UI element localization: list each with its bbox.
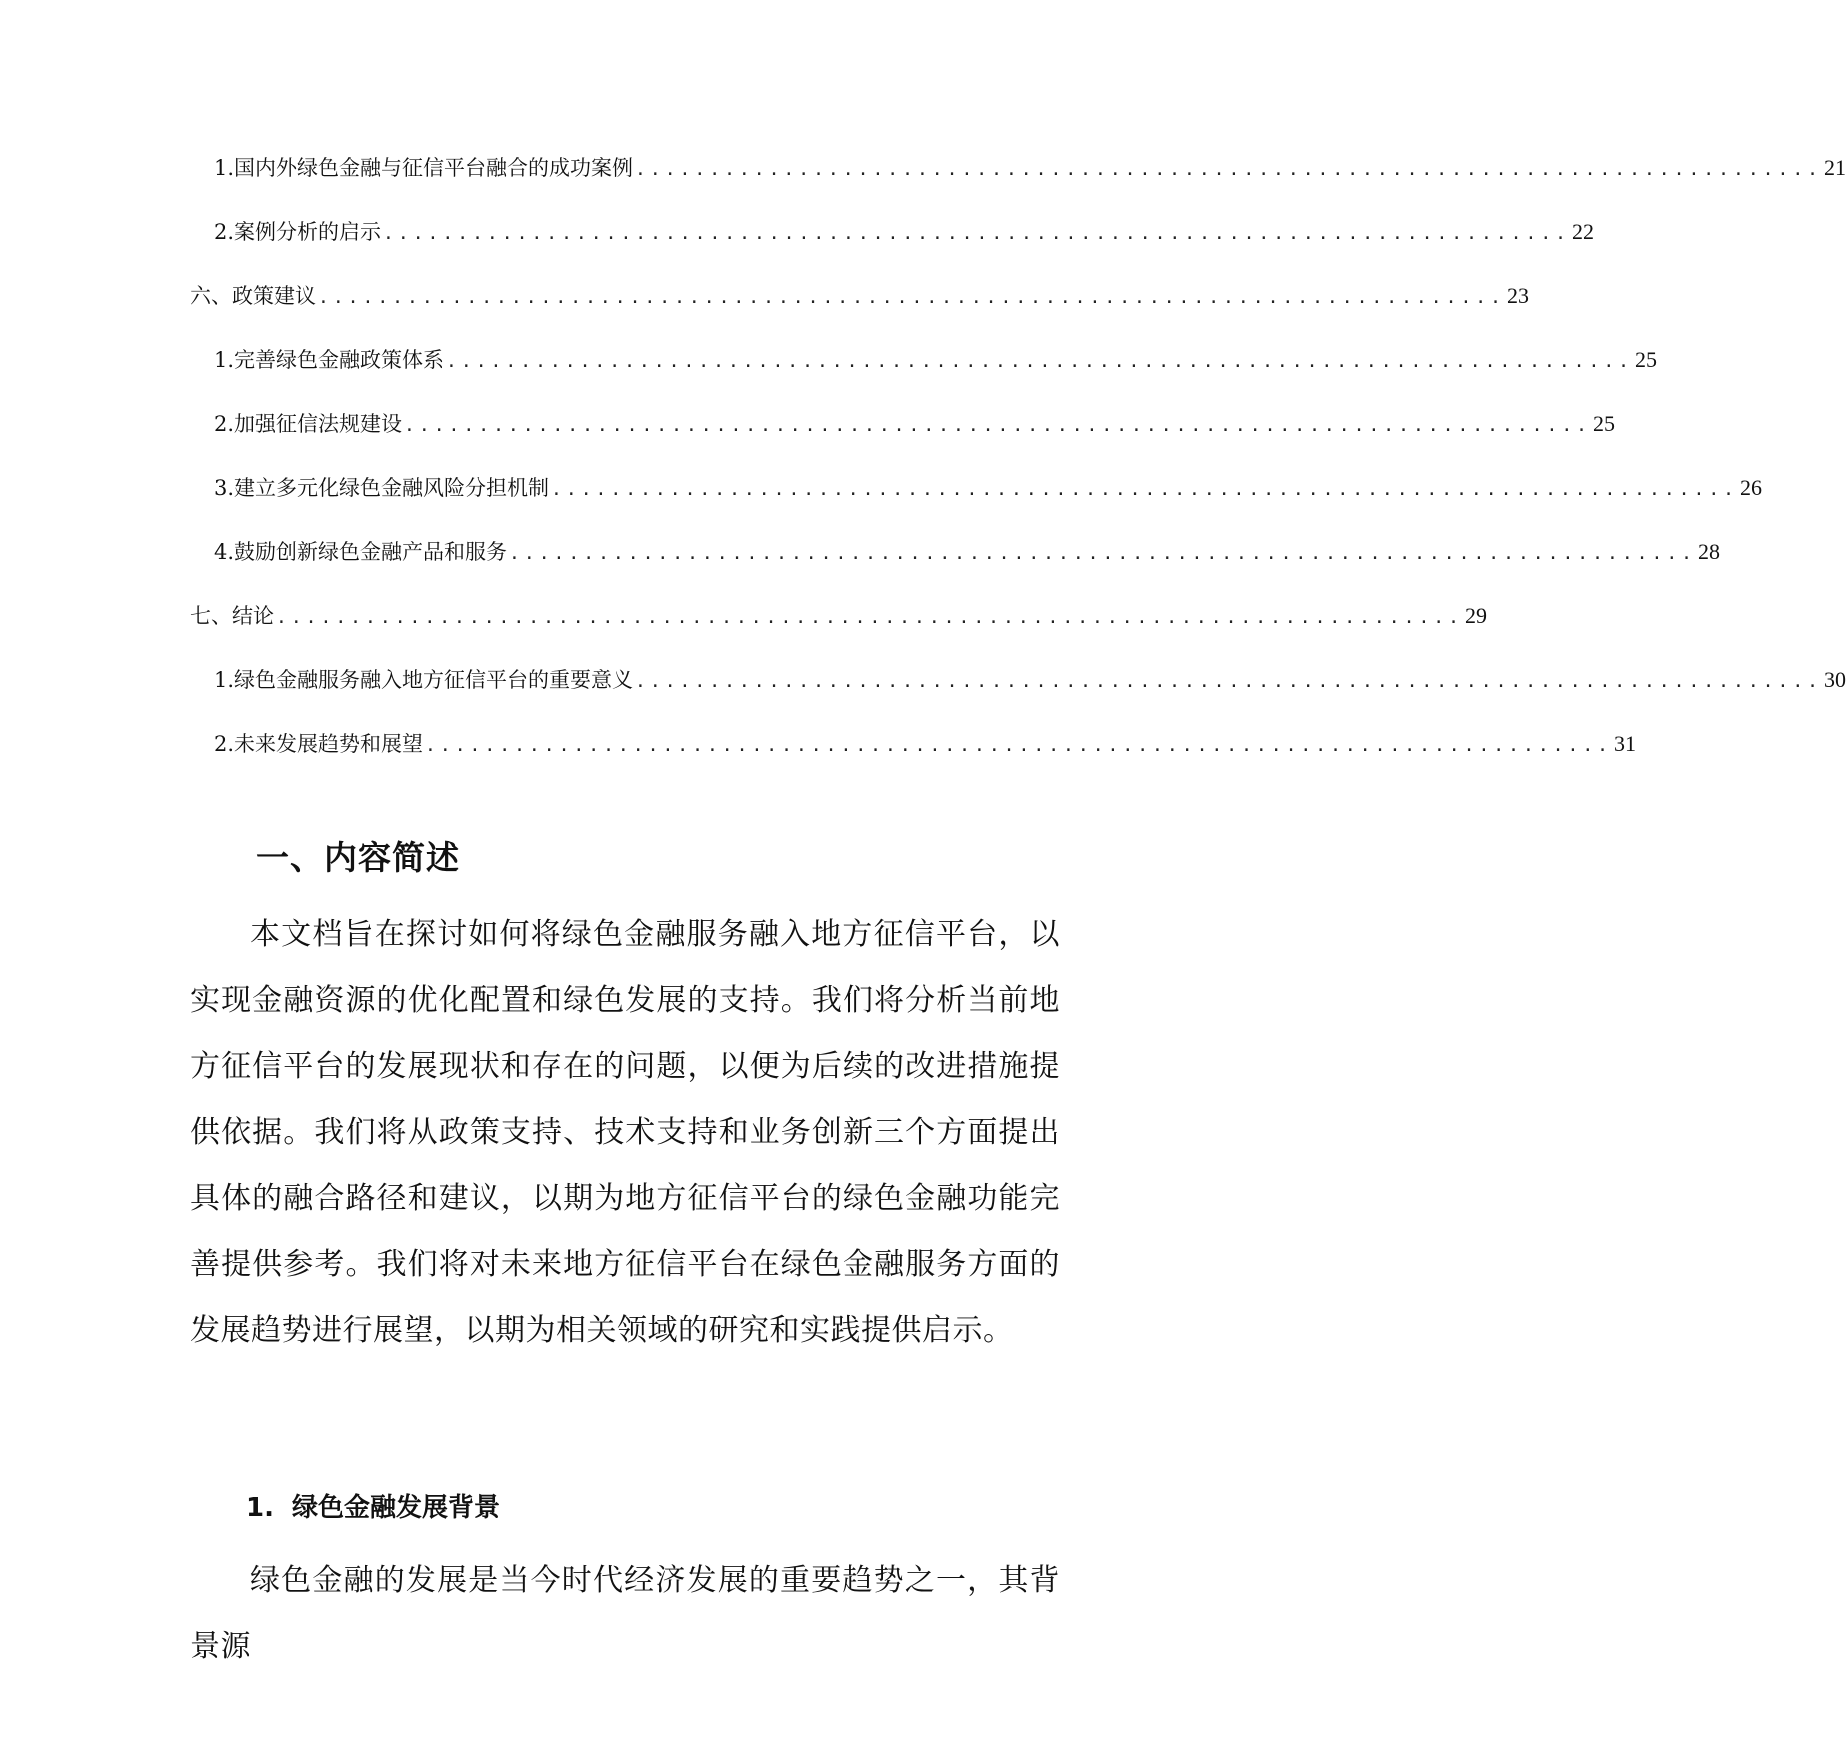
toc-leader-dots: ................................................................................ [509,543,1696,564]
toc-entry-title: 建立多元化绿色金融风险分担机制 [234,476,550,500]
toc-entry[interactable] [214,472,1762,502]
toc-entry[interactable] [214,728,1636,758]
toc-entry[interactable] [214,216,1594,246]
toc-entry-number: 4. [214,540,235,564]
toc-entry-number: 1. [214,668,235,692]
toc-entry-title: 案例分析的启示 [234,220,382,244]
toc-entry-number: 2. [214,220,235,244]
section-heading: 一、内容简述 [256,838,460,877]
toc-entry-number: 2. [214,412,235,436]
toc-entry[interactable] [214,408,1615,438]
subsection-paragraph: 绿色金融的发展是当今时代经济发展的重要趋势之一，其背景源 [190,1563,1060,1664]
toc-entry[interactable] [190,280,1529,310]
toc-entry-number: 3. [214,476,235,500]
toc-entry-page: 29 [1464,603,1487,628]
toc-entry[interactable] [214,344,1657,374]
toc-entry-page: 23 [1506,283,1529,308]
toc-entry-title: 六、政策建议 [190,284,316,308]
toc-leader-dots: ................................................................................ [404,415,1591,436]
toc-entry-page: 26 [1740,475,1762,500]
toc-entry-title: 七、结论 [190,604,274,628]
toc-entry-number: 1. [214,156,235,180]
subsection-heading [246,1487,500,1524]
toc-entry-title: 绿色金融服务融入地方征信平台的重要意义 [234,668,634,692]
toc-entry-title: 国内外绿色金融与征信平台融合的成功案例 [234,156,634,180]
toc-entry-title: 完善绿色金融政策体系 [234,348,445,372]
toc-entry-page: 25 [1593,411,1615,436]
toc-entry-page: 22 [1572,219,1594,244]
toc-entry-title: 鼓励创新绿色金融产品和服务 [234,540,508,564]
toc-entry[interactable] [190,600,1487,630]
toc-entry-number: 2. [214,732,235,756]
toc-entry-page: 28 [1698,539,1720,564]
toc-entry-page: 30 [1824,667,1846,692]
toc-leader-dots: ................................................................................ [635,671,1822,692]
toc-leader-dots: ................................................................................ [446,351,1633,372]
toc-leader-dots: ................................................................................ [276,607,1463,628]
toc-entry-page: 25 [1635,347,1657,372]
toc-entry[interactable] [214,664,1846,694]
subsection-title: 绿色金融发展背景 [291,1493,500,1523]
toc-leader-dots: ................................................................................ [551,479,1738,500]
section-paragraph: 本文档旨在探讨如何将绿色金融服务融入地方征信平台，以实现金融资源的优化配置和绿色发展的支持。我们将分析当前地方征信平台的发展现状和存在的问题，以便为后续的改进措施提供依据。我们将从政策支持、技术支持和业务创新三个方面提出具体的融合路径和建议，以期为地方征信平台的绿色金融功能完善提供参考。我们将对未来地方征信平台在绿色金融服务方面的发展趋势进行展望，以期为相关领域的研究和实践提供启示。 [190,917,1060,1348]
toc-entry-title: 加强征信法规建设 [234,412,403,436]
toc-entry-page: 21 [1824,155,1846,180]
toc-entry-number: 1. [214,348,235,372]
toc-leader-dots: ................................................................................ [635,159,1822,180]
toc-leader-dots: ................................................................................ [425,735,1612,756]
toc-entry[interactable] [214,536,1720,566]
toc-entry-page: 31 [1614,731,1636,756]
toc-leader-dots: ................................................................................ [383,223,1570,244]
toc-entry[interactable] [214,152,1846,182]
toc-leader-dots: ................................................................................ [318,287,1505,308]
toc-entry-title: 未来发展趋势和展望 [234,732,424,756]
subsection-number: 1. [246,1493,274,1523]
